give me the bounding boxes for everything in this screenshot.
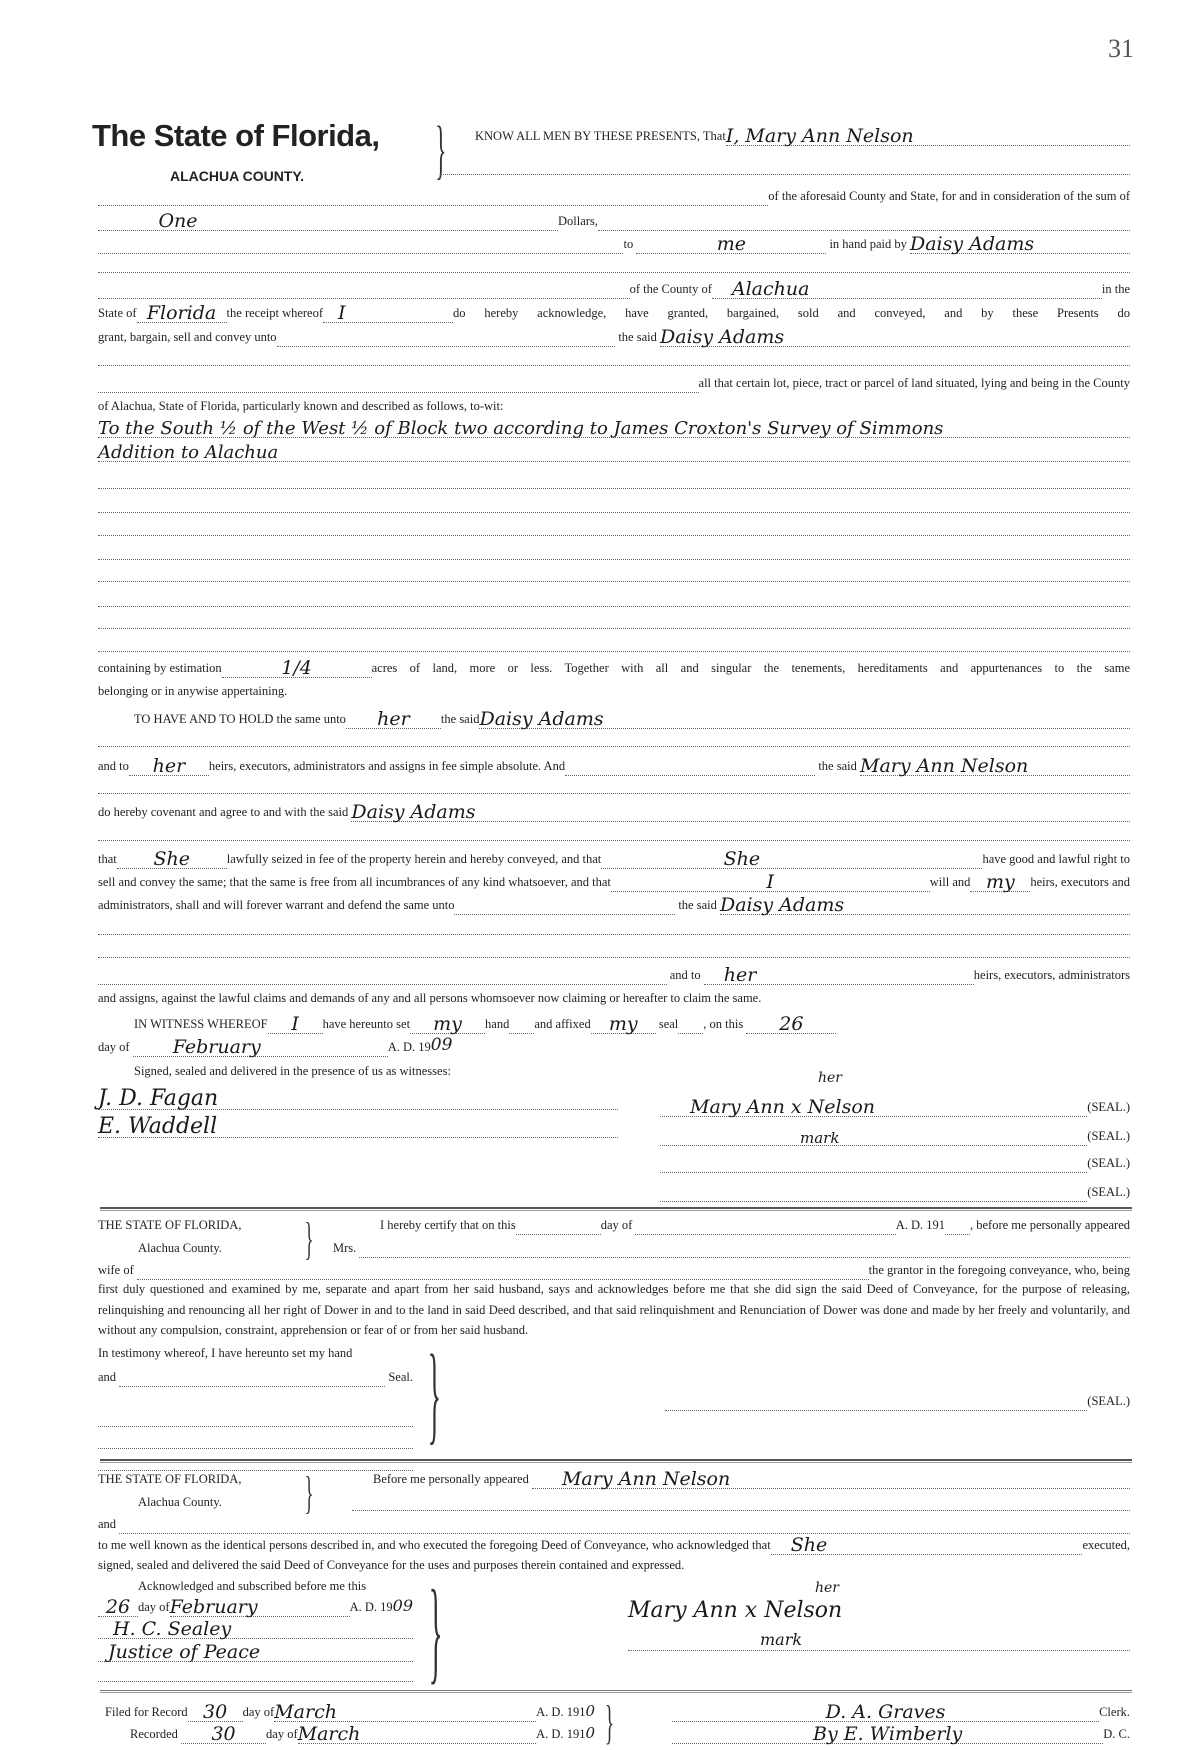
officer-field [98, 1616, 413, 1639]
text: A. D. 19 [349, 1600, 393, 1614]
text: and to [669, 968, 701, 982]
deed-row [98, 301, 1130, 323]
text: of the County of [629, 282, 712, 296]
handwriting: my [433, 1013, 462, 1035]
signature: H. C. Sealey [113, 1618, 232, 1640]
text: Dollars, [558, 214, 598, 228]
blank-field [98, 231, 623, 254]
filed-day-field [188, 1699, 243, 1722]
text: Mrs. [333, 1241, 357, 1255]
text: Acknowledged and subscribed before me this [138, 1579, 367, 1593]
section-divider [100, 1459, 1132, 1463]
text: THE STATE OF FLORIDA, [98, 1472, 242, 1486]
blank-field [598, 208, 1130, 231]
blank-field [98, 183, 768, 206]
text: the said [678, 898, 717, 912]
text: do hereby covenant and agree to and with the said [98, 805, 349, 819]
text: that [98, 852, 117, 866]
handwriting: Daisy Adams [720, 894, 845, 916]
blank-line [98, 793, 1130, 794]
text: Signed, sealed and delivered in the presence of us as witnesses: [134, 1064, 451, 1078]
text: A. D. 191 [536, 1727, 586, 1741]
text: Filed for Record [105, 1705, 188, 1719]
text: to me well known as the identical persons described in, and who executed the foregoing Deed of Conveyance, who acknowledged that [98, 1538, 771, 1552]
seal-label: (SEAL.) [1087, 1129, 1130, 1143]
text: , before me personally appeared [970, 1218, 1130, 1232]
grantor-signature: Mary Ann x Nelson [628, 1598, 843, 1623]
text: and [98, 1370, 117, 1384]
officer-title-field [98, 1639, 413, 1662]
text: signed, sealed and delivered the said Deed of Conveyance for the uses and purposes therein contained and expressed. [98, 1558, 685, 1572]
deed-row [98, 754, 1130, 776]
brace: } [304, 1467, 314, 1518]
handwriting: I [338, 302, 346, 324]
text: the said [818, 759, 857, 773]
text: in the [1101, 282, 1130, 296]
text: and affixed [534, 1017, 591, 1031]
year-field [945, 1212, 970, 1235]
seal-row [660, 1124, 1130, 1146]
brace: } [427, 1332, 442, 1454]
that-field-2 [601, 846, 982, 869]
covenantor-field [860, 753, 1130, 776]
text: acres of land, more or less. Together with all and singular the tenements, hereditaments and appurtenances to the same [371, 661, 1130, 675]
text: Recorded [130, 1727, 178, 1741]
know-all-label: KNOW ALL MEN BY THESE PRESENTS, That [475, 129, 726, 143]
text: lawfully seized in fee of the property herein and hereby conveyed, and that [226, 852, 602, 866]
appeared-field [532, 1466, 1130, 1489]
ack-row [98, 1617, 413, 1639]
defendee-field [720, 892, 1130, 915]
blank-field [678, 1011, 703, 1034]
text: IN WITNESS WHEREOF [134, 1017, 268, 1031]
witness-row [98, 1059, 1130, 1081]
text: and to [98, 759, 129, 773]
text: D. C. [1103, 1727, 1130, 1741]
text: Before me personally appeared [373, 1472, 529, 1486]
deed-row [98, 394, 1130, 416]
text: State of [98, 306, 137, 320]
handwriting: Justice of Peace [108, 1641, 261, 1663]
description-field [98, 439, 1130, 462]
witness-who-field [268, 1011, 323, 1034]
handwriting: me [716, 233, 746, 255]
my-field [970, 869, 1030, 892]
blank-field [277, 324, 616, 347]
clerk-row [672, 1700, 1130, 1722]
month-field [170, 1594, 350, 1617]
seal-row [660, 1180, 1130, 1202]
deed-row [98, 371, 1130, 393]
text: the grantor in the foregoing conveyance, who, being [868, 1263, 1130, 1277]
signature: D. A. Graves [825, 1701, 946, 1723]
and-field [119, 1511, 1130, 1534]
text: heirs, executors and [1030, 875, 1130, 889]
signature: By E. Wimberly [812, 1723, 963, 1745]
text: grant, bargain, sell and convey unto [98, 330, 277, 344]
blank-line [98, 272, 1130, 273]
mark-label: mark [760, 1630, 803, 1649]
text: have hereunto set [322, 1017, 411, 1031]
recorded-row [130, 1722, 595, 1744]
text: and [98, 1517, 117, 1531]
deed-row [98, 847, 1130, 869]
year-handwriting: 09 [430, 1035, 453, 1055]
text: Alachua County. [138, 1241, 222, 1255]
blank-field [98, 276, 630, 299]
blank-field [565, 753, 815, 776]
grantor-signature-field [660, 1094, 1087, 1117]
month-field [635, 1212, 895, 1235]
dower-row [333, 1236, 1130, 1258]
seal-label: (SEAL.) [1087, 1185, 1130, 1199]
text: day of [98, 1040, 130, 1054]
text: of Alachua, State of Florida, particularly known and described as follows, to-wit: [98, 399, 504, 413]
filed-month-field [274, 1699, 536, 1722]
signature-field [665, 1388, 1087, 1411]
deed-row [98, 707, 1130, 729]
deed-row [98, 209, 1130, 231]
text: do hereby acknowledge, have granted, bargained, sold and conveyed, and by these Presents do [453, 306, 1130, 320]
blank-line [98, 606, 1130, 607]
deed-row [98, 277, 1130, 299]
blank-field [98, 370, 699, 393]
handwriting: Mary Ann Nelson [860, 755, 1029, 777]
description-row [98, 416, 1130, 438]
text: containing by estimation [98, 661, 222, 675]
dc-signature-field [672, 1721, 1103, 1744]
grantee-field [660, 324, 1130, 347]
dower-row [98, 1341, 413, 1363]
handwriting: Daisy Adams [660, 326, 785, 348]
description-row [98, 440, 1130, 462]
text: wife of [98, 1263, 134, 1277]
witness-row [98, 1035, 1130, 1057]
text: belonging or in anywise appertaining. [98, 684, 288, 698]
wife-of-field [137, 1257, 869, 1280]
handwriting: Daisy Adams [351, 801, 476, 823]
handwriting: March [297, 1723, 361, 1745]
handwriting: She [153, 848, 190, 870]
signature: E. Waddell [98, 1114, 218, 1139]
deed-row [98, 893, 1130, 915]
county-field [712, 276, 1102, 299]
ack-row [98, 1512, 1130, 1534]
ack-county [138, 1490, 298, 1512]
dower-paragraph: first duly questioned and examined by me, separate and apart from her said husband, says and acknowledges before me that she did sign the said Deed of Conveyance, for the purpose of releasing, relinquishing and renouncing all her right of Dower in and to the land in said Deed described, and that said relinquishment and Renunciation of Dower was done and made by her freely and voluntarily, and without any compulsion, constraint, apprehension or fear of or from her said husband. [98, 1282, 1130, 1337]
text: in hand paid by [829, 237, 907, 251]
description-field [98, 415, 1130, 438]
receipt-field [323, 300, 453, 323]
ack-row [98, 1640, 413, 1662]
unto-field [346, 706, 441, 729]
brace: } [604, 1696, 615, 1749]
page-title: The State of Florida, [92, 118, 380, 153]
grantor-handwriting: I, Mary Ann Nelson [725, 125, 914, 147]
dower-state [98, 1213, 308, 1235]
dower-row [98, 1365, 413, 1387]
text: A. D. 191 [895, 1218, 945, 1232]
page-number: 31 [1108, 34, 1134, 63]
text: Clerk. [1099, 1705, 1130, 1719]
deed-row [98, 986, 1130, 1008]
covenantee-field [351, 799, 1130, 822]
sum-field [98, 208, 558, 231]
handwriting: Alachua [731, 278, 810, 300]
holder-field [479, 706, 1130, 729]
blank-field [454, 892, 675, 915]
to-field [636, 231, 826, 254]
text: A. D. 19 [387, 1040, 431, 1054]
handwriting: her [723, 964, 757, 986]
clerk-signature-field [672, 1699, 1099, 1722]
text: day of [138, 1600, 170, 1614]
blank-line [98, 1426, 413, 1427]
blank-line [98, 512, 1130, 513]
seal-label: (SEAL.) [1087, 1156, 1130, 1170]
text: day of [600, 1218, 633, 1232]
seal-label: (SEAL.) [1087, 1100, 1130, 1114]
mark-label: mark [800, 1129, 840, 1147]
blank-line [98, 746, 1130, 747]
blank-line [98, 581, 1130, 582]
day-field [746, 1011, 836, 1034]
text: , on this [703, 1017, 744, 1031]
text: all that certain lot, piece, tract or parcel of land situated, lying and being in the County [698, 376, 1130, 390]
handwriting: my [985, 871, 1015, 893]
blank-line [98, 934, 1130, 935]
text: Seal. [388, 1370, 413, 1384]
sum-handwriting: One [158, 210, 198, 232]
handwriting: To the South ½ of the West ½ of Block two according to James Croxton's Survey of Simmons [98, 418, 944, 439]
text: heirs, executors, administrators and assigns in fee simple absolute. And [208, 759, 566, 773]
text: THE STATE OF FLORIDA, [98, 1218, 242, 1232]
who-field [771, 1532, 1083, 1555]
brace: } [304, 1213, 314, 1264]
and-to-field [129, 753, 209, 776]
ack-row [98, 1533, 1130, 1555]
text: the said [618, 330, 657, 344]
rec-day-field [181, 1721, 266, 1744]
text: and assigns, against the lawful claims and demands of any and all persons whomsoever now claiming or hereafter to claim the same. [98, 991, 762, 1005]
signature-field [660, 1179, 1087, 1202]
blank-line [98, 535, 1130, 536]
paid-by-field [910, 231, 1130, 254]
text: seal [658, 1017, 679, 1031]
handwriting: Mary Ann Nelson [561, 1468, 731, 1490]
dower-row [98, 1258, 1130, 1280]
deed-row [98, 656, 1130, 678]
text: Alachua County. [138, 1495, 222, 1509]
ack-row [98, 1553, 1130, 1575]
blank-line [98, 1681, 413, 1682]
deed-row [98, 232, 1130, 254]
her-mark-label: her [815, 1580, 839, 1596]
signature-field [660, 1150, 1087, 1173]
brace: } [435, 113, 447, 186]
that-field [117, 846, 227, 869]
text: of the aforesaid County and State, for and in consideration of the sum of [768, 189, 1130, 203]
text: A. D. 191 [536, 1705, 586, 1719]
dower-seal-row [665, 1389, 1130, 1411]
text: will and [929, 875, 971, 889]
text: the said [440, 712, 480, 726]
handwriting: Daisy Adams [910, 233, 1035, 255]
blank-line [98, 559, 1130, 560]
text: day of [266, 1727, 298, 1741]
county-heading: ALACHUA COUNTY. [170, 168, 305, 184]
signature: Mary Ann x Nelson [690, 1096, 875, 1118]
handwriting: March [274, 1701, 337, 1723]
text: day of [242, 1705, 275, 1719]
handwriting: 30 [211, 1723, 236, 1745]
grantor-field [726, 123, 1130, 146]
state-field [137, 300, 227, 323]
handwriting: 26 [779, 1013, 804, 1035]
handwriting: 26 [105, 1596, 131, 1618]
filed-row [105, 1700, 595, 1722]
handwriting: 0 [585, 1724, 595, 1742]
deed-row [98, 679, 1130, 701]
will-field [611, 869, 930, 892]
text: executed, [1082, 1538, 1130, 1552]
text: sell and convey the same; that the same is free from all incumbrances of any kind whatsoever, and that [98, 875, 611, 889]
text: In testimony whereof, I have hereunto set my hand [98, 1346, 353, 1360]
ack-row [138, 1574, 413, 1596]
year-handwriting: 09 [392, 1596, 413, 1615]
handwriting: 0 [585, 1702, 595, 1720]
blank-field [98, 962, 667, 985]
blank-line [98, 1448, 413, 1449]
brace: } [428, 1567, 443, 1694]
rec-month-field [298, 1721, 537, 1744]
witness-2-field [98, 1115, 618, 1138]
blank-line [628, 1650, 1130, 1651]
deed-row [98, 325, 1130, 347]
text: hand [485, 1017, 510, 1031]
handwriting: February [169, 1596, 258, 1618]
day-field [516, 1212, 601, 1235]
signature-field [660, 1123, 1087, 1146]
month-field [133, 1034, 388, 1057]
and-to-field-2 [704, 962, 974, 985]
affixed-field [591, 1011, 656, 1034]
handwriting: I [291, 1013, 299, 1035]
seal-label: (SEAL.) [1087, 1394, 1130, 1408]
signature: J. D. Fagan [98, 1086, 219, 1111]
deed-row [98, 870, 1130, 892]
text: have good and lawful right to [982, 852, 1130, 866]
blank-line [98, 840, 1130, 841]
handwriting: Addition to Alachua [98, 442, 279, 463]
dower-county [138, 1236, 298, 1258]
blank-line [98, 628, 1130, 629]
handwriting: Florida [146, 302, 217, 324]
seal-row [660, 1095, 1130, 1117]
seal-row [660, 1151, 1130, 1173]
deed-row [98, 800, 1130, 822]
handwriting: my [608, 1013, 638, 1035]
handwriting: 1/4 [281, 657, 312, 679]
acres-field [222, 655, 372, 678]
witness-1-field [98, 1087, 618, 1110]
blank-line [440, 174, 1130, 175]
handwriting: Daisy Adams [479, 708, 604, 730]
witness-1 [98, 1088, 618, 1110]
text: heirs, executors, administrators [973, 968, 1130, 982]
witness-2 [98, 1116, 618, 1138]
blank-field [509, 1011, 534, 1034]
text: administrators, shall and will forever warrant and defend the same unto [98, 898, 455, 912]
dc-row [672, 1722, 1130, 1744]
handwriting: She [790, 1534, 828, 1556]
day-field [98, 1594, 138, 1617]
handwriting: 30 [203, 1701, 228, 1723]
ack-row [373, 1467, 1130, 1489]
dower-row [380, 1213, 1130, 1235]
blank-line [98, 365, 1130, 366]
blank-line [98, 488, 1130, 489]
handwriting: her [152, 755, 186, 777]
mrs-field [359, 1235, 1130, 1258]
blank-line [98, 957, 1130, 958]
deed-row [98, 963, 1130, 985]
witness-row [98, 1012, 1130, 1034]
handwriting: I [766, 871, 775, 893]
her-mark-label: her [818, 1070, 842, 1086]
seal-field [119, 1364, 385, 1387]
ack-state [98, 1467, 308, 1489]
deed-row [98, 184, 1130, 206]
text: the receipt whereof [226, 306, 324, 320]
section-divider [100, 1207, 1132, 1211]
blank-line [98, 651, 1130, 652]
text: I hereby certify that on this [380, 1218, 516, 1232]
know-all-row [475, 124, 1130, 146]
text: TO HAVE AND TO HOLD the same unto [134, 712, 346, 726]
handwriting: She [723, 848, 761, 870]
text: to [623, 237, 634, 251]
ack-row [98, 1595, 413, 1617]
set-field [410, 1011, 485, 1034]
section-divider [100, 1690, 1132, 1693]
handwriting: her [377, 708, 410, 730]
handwriting: February [172, 1036, 261, 1058]
